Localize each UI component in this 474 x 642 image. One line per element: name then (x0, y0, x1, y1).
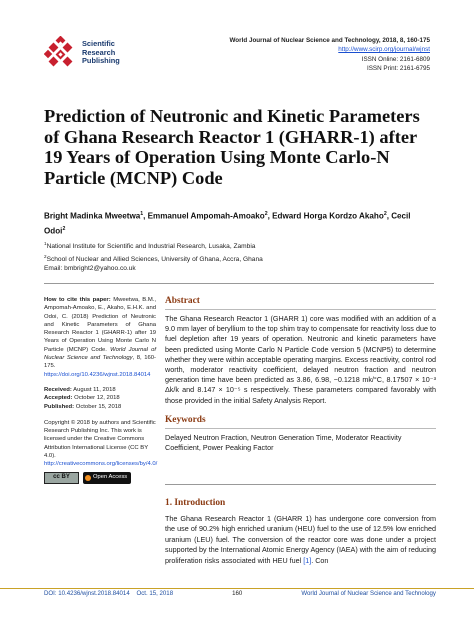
author-affil-sup: 2 (264, 211, 268, 217)
received-label: Received: (44, 386, 72, 393)
open-access-icon (85, 475, 91, 481)
introduction-body: The Ghana Research Reactor 1 (GHARR 1) has undergone core conversion from the use of 90.2% high enriched uranium (HEU) fuel to the use of 12.5% low enriched uranium (LEU) fuel. The conversion of the reactor core was done under a project supported by the International Atomic Energy Agency (IAEA) with the aim of reducing proliferation risks associated with HEU fuel (165, 514, 436, 565)
publisher-line: Scientific (82, 39, 115, 48)
license-link[interactable]: http://creativecommons.org/licenses/by/4.0/ (44, 461, 158, 468)
author-email[interactable]: Email: bmbright2@yahoo.co.uk (44, 265, 136, 273)
author-name: Edward Horga Kordzo Akaho (272, 211, 384, 221)
copyright-text: Copyright © 2018 by authors and Scientific Research Publishing Inc. This work is licensed under the Creative Commons Attribution International License (CC BY 4.0). (44, 419, 156, 460)
keywords-text: Delayed Neutron Fraction, Neutron Generation Time, Moderator Reactivity Coefficient, Power Peaking Factor (165, 432, 402, 453)
introduction-tail: . Con (311, 555, 329, 565)
published-date: October 15, 2018 (75, 403, 122, 410)
cite-block (44, 296, 156, 379)
affiliation-1 (44, 239, 434, 252)
footer-date: Oct. 15, 2018 (136, 590, 174, 597)
cite-volume: , 8, 160-175. (44, 355, 156, 370)
license-badges (44, 472, 156, 484)
author-name: Emmanuel Ampomah-Amoako (147, 211, 265, 221)
doi-text: DOI: 10.4236/wjnst.2018.84014 (44, 590, 130, 597)
cite-doi-link[interactable]: https://doi.org/10.4236/wjnst.2018.84014 (44, 371, 151, 378)
divider (44, 283, 434, 284)
divider (165, 484, 436, 485)
cc-by-badge[interactable]: cc BY (44, 472, 79, 484)
author-list: Bright Madinka Mweetwa$^1$, Emmanuel Ampomah-Amoako$^2$, Edward Horga Kordzo Akaho$^2$, Cecil Odoi$^2$ (44, 211, 411, 236)
introduction-section (165, 498, 436, 566)
introduction-heading: 1. Introduction (165, 498, 226, 508)
divider (165, 309, 436, 310)
affiliations (44, 239, 434, 274)
abstract-section (165, 296, 436, 453)
article-sidebar (44, 296, 156, 484)
footer-divider (0, 588, 474, 589)
journal-citation-line: World Journal of Nuclear Science and Technology, 2018, 8, 160-175 (229, 37, 430, 44)
open-access-label: Open Access (93, 474, 128, 481)
accepted-label: Accepted: (44, 395, 73, 402)
page-footer (44, 590, 436, 597)
keywords-section (165, 415, 436, 453)
publisher-logo-icon (44, 36, 78, 70)
journal-url-link[interactable]: http://www.scirp.org/journal/wjnst (338, 46, 430, 54)
author-affil-sup: 2 (383, 211, 387, 217)
author-name: Bright Madinka Mweetwa (44, 211, 141, 221)
issn-online: ISSN Online: 2161-6809 (361, 55, 430, 63)
affiliation-2 (44, 252, 434, 265)
affiliation-text: School of Nuclear and Allied Sciences, University of Ghana, Accra, Ghana (46, 255, 263, 263)
introduction-text (165, 514, 436, 566)
accepted-date: October 12, 2018 (74, 395, 120, 402)
keywords-heading: Keywords (165, 414, 206, 425)
cite-text: Mweetwa, B.M., Ampomah-Amoako, E., Akaho, E.H.K. and Odoi, C. (2018) Prediction of Neutronic and Kinetic Parameters of Ghana Research Reactor 1 (GHARR-1) after 19 Years of Operation Using Monte Carlo N Particle (MCNP) Code. (44, 297, 156, 353)
copyright-notice (44, 419, 156, 469)
cite-journal: World Journal of Nuclear Science and Technology (44, 346, 157, 362)
page-number: 160 (232, 590, 243, 597)
reference-link[interactable]: [1] (303, 555, 312, 565)
issn-print: ISSN Print: 2161-6795 (366, 65, 430, 73)
author-affil-sup: 2 (62, 225, 66, 232)
abstract-heading: Abstract (165, 296, 200, 306)
received-date: August 11, 2018 (73, 386, 116, 393)
divider (165, 428, 436, 429)
author-affil-sup: 1 (140, 211, 144, 217)
footer-journal: World Journal of Nuclear Science and Technology (301, 590, 436, 597)
footer-doi (44, 590, 173, 597)
publisher-line: Research (82, 47, 116, 57)
cite-label: How to cite this paper: (44, 297, 111, 303)
affiliation-text: National Institute for Scientific and Industrial Research, Lusaka, Zambia (46, 243, 256, 251)
affil-sup: 1 (44, 241, 47, 246)
author-name: Cecil Odoi (44, 211, 411, 236)
publisher-name (82, 40, 120, 66)
publisher-line: Publishing (82, 56, 120, 66)
journal-info (229, 36, 430, 74)
affil-sup: 2 (44, 253, 47, 259)
abstract-text: The Ghana Research Reactor 1 (GHARR 1) core was modified with an addition of a 9.0 mm layer of beryllium to the top shim tray to compensate for reactivity loss due to fuel depletion after 19 years of operation. Neutronic and kinetic parameters have been predicted using Monte Carlo N Particle Code version 5 (MCNP5) to determine whether they were within acceptable operating margins. Excess reactivity, control rod worth, moderator reactivity coefficient, delayed neutron fraction and neutron generation time have been predicted as 3.86, 6.98, −0.1218 mk/°C, 8.17507 × 10⁻³ Δk/k and 8.147 × 10⁻⁵ s respectively. These parameters compared favorably with those provided in the initial Safety Analysis Report. (165, 314, 436, 405)
open-access-badge[interactable] (83, 472, 131, 484)
article-dates (44, 386, 156, 411)
published-label: Published: (44, 403, 75, 410)
paper-title: Prediction of Neutronic and Kinetic Parameters of Ghana Research Reactor 1 (GHARR-1) after 19 Years of Operation Using Monte Carlo-N Particle (MCNP) Code (44, 106, 420, 188)
